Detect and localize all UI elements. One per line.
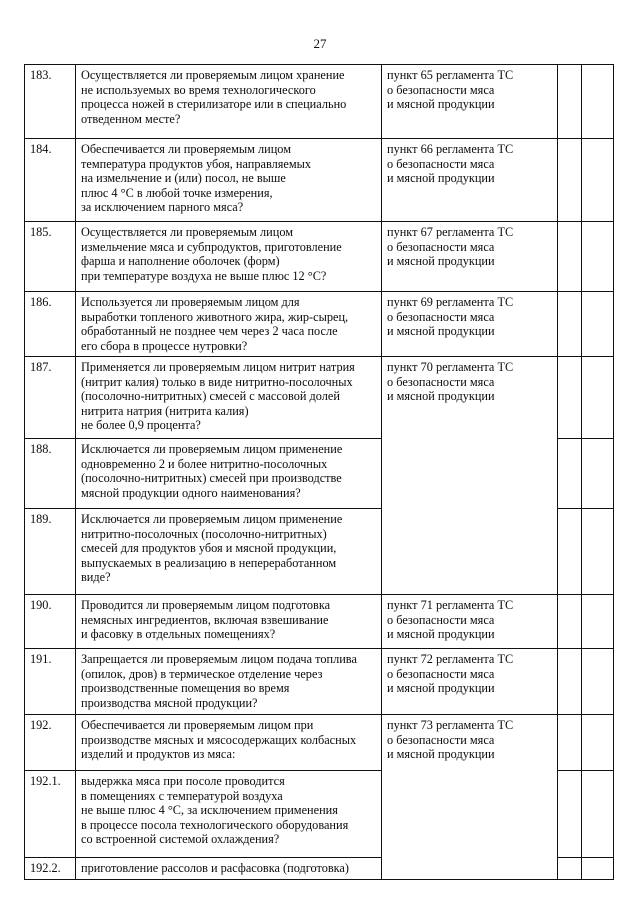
question-cell: Исключается ли проверяемым лицом применение нитритно-посолочных (посолочно-нитритных) смесей для продуктов убоя и мясной продукции, выпускаемых в реализацию в непереработанном виде? xyxy=(76,509,382,595)
page-number: 27 xyxy=(313,36,327,51)
reference-cell: пункт 65 регламента ТС о безопасности мяса и мясной продукции xyxy=(382,65,558,139)
row-number: 187. xyxy=(25,357,76,439)
reference-cell: пункт 69 регламента ТС о безопасности мяса и мясной продукции xyxy=(382,292,558,357)
checklist-table xyxy=(24,64,614,880)
answer-cell xyxy=(558,771,582,858)
table-row xyxy=(25,65,614,139)
note-cell xyxy=(582,439,614,509)
note-cell xyxy=(582,858,614,880)
table-row xyxy=(25,357,614,439)
row-number: 184. xyxy=(25,139,76,222)
answer-cell xyxy=(558,139,582,222)
table-row xyxy=(25,292,614,357)
note-cell xyxy=(582,715,614,771)
answer-cell xyxy=(558,858,582,880)
row-number: 186. xyxy=(25,292,76,357)
question-cell: Обеспечивается ли проверяемым лицом при производстве мясных и мясосодержащих колбасных изделий и продуктов из мяса: xyxy=(76,715,382,771)
note-cell xyxy=(582,292,614,357)
question-cell: Обеспечивается ли проверяемым лицом температура продуктов убоя, направляемых на измельчение и (или) посол, не выше плюс 4 °С в любой точке измерения, за исключением парного мяса? xyxy=(76,139,382,222)
row-number: 192.1. xyxy=(25,771,76,858)
answer-cell xyxy=(558,649,582,715)
row-number: 189. xyxy=(25,509,76,595)
question-cell: выдержка мяса при посоле проводится в помещениях с температурой воздуха не выше плюс 4 °С, за исключением применения в процессе посола технологического оборудования со встроенной системой охлаждения? xyxy=(76,771,382,858)
table-row xyxy=(25,649,614,715)
note-cell xyxy=(582,649,614,715)
note-cell xyxy=(582,139,614,222)
note-cell xyxy=(582,222,614,292)
note-cell xyxy=(582,509,614,595)
question-cell: Используется ли проверяемым лицом для выработки топленого животного жира, жир-сырец, обработанный не позднее чем через 2 часа после его сбора в процессе нутровки? xyxy=(76,292,382,357)
row-number: 183. xyxy=(25,65,76,139)
row-number: 192.2. xyxy=(25,858,76,880)
answer-cell xyxy=(558,292,582,357)
question-cell: Исключается ли проверяемым лицом применение одновременно 2 и более нитритно-посолочных (посолочно-нитритных) смесей при производстве мясной продукции одного наименования? xyxy=(76,439,382,509)
reference-cell: пункт 71 регламента ТС о безопасности мяса и мясной продукции xyxy=(382,595,558,649)
reference-cell: пункт 66 регламента ТС о безопасности мяса и мясной продукции xyxy=(382,139,558,222)
reference-cell: пункт 67 регламента ТС о безопасности мяса и мясной продукции xyxy=(382,222,558,292)
question-cell: Осуществляется ли проверяемым лицом измельчение мяса и субпродуктов, приготовление фарша и наполнение оболочек (форм) при температуре воздуха не выше плюс 12 °С? xyxy=(76,222,382,292)
note-cell xyxy=(582,357,614,439)
row-number: 190. xyxy=(25,595,76,649)
answer-cell xyxy=(558,715,582,771)
row-number: 188. xyxy=(25,439,76,509)
answer-cell xyxy=(558,509,582,595)
answer-cell xyxy=(558,65,582,139)
question-cell: Проводится ли проверяемым лицом подготовка немясных ингредиентов, включая взвешивание и фасовку в отдельных помещениях? xyxy=(76,595,382,649)
answer-cell xyxy=(558,357,582,439)
note-cell xyxy=(582,65,614,139)
answer-cell xyxy=(558,222,582,292)
answer-cell xyxy=(558,595,582,649)
question-cell: Запрещается ли проверяемым лицом подача топлива (опилок, дров) в термическое отделение через производственные помещения во время производства мясной продукции? xyxy=(76,649,382,715)
row-number: 191. xyxy=(25,649,76,715)
reference-cell: пункт 73 регламента ТС о безопасности мяса и мясной продукции xyxy=(382,715,558,880)
reference-cell: пункт 70 регламента ТС о безопасности мяса и мясной продукции xyxy=(382,357,558,595)
note-cell xyxy=(582,771,614,858)
reference-cell: пункт 72 регламента ТС о безопасности мяса и мясной продукции xyxy=(382,649,558,715)
answer-cell xyxy=(558,439,582,509)
table-row xyxy=(25,222,614,292)
row-number: 185. xyxy=(25,222,76,292)
table-row xyxy=(25,715,614,771)
note-cell xyxy=(582,595,614,649)
question-cell: Применяется ли проверяемым лицом нитрит натрия (нитрит калия) только в виде нитритно-посолочных (посолочно-нитритных) смесей с массовой долей нитрита натрия (нитрита калия) не более 0,9 процента? xyxy=(76,357,382,439)
question-cell: Осуществляется ли проверяемым лицом хранение не используемых во время технологического процесса ножей в стерилизаторе или в специально отведенном месте? xyxy=(76,65,382,139)
question-cell: приготовление рассолов и расфасовка (подготовка) xyxy=(76,858,382,880)
table-row xyxy=(25,139,614,222)
row-number: 192. xyxy=(25,715,76,771)
table-row xyxy=(25,595,614,649)
